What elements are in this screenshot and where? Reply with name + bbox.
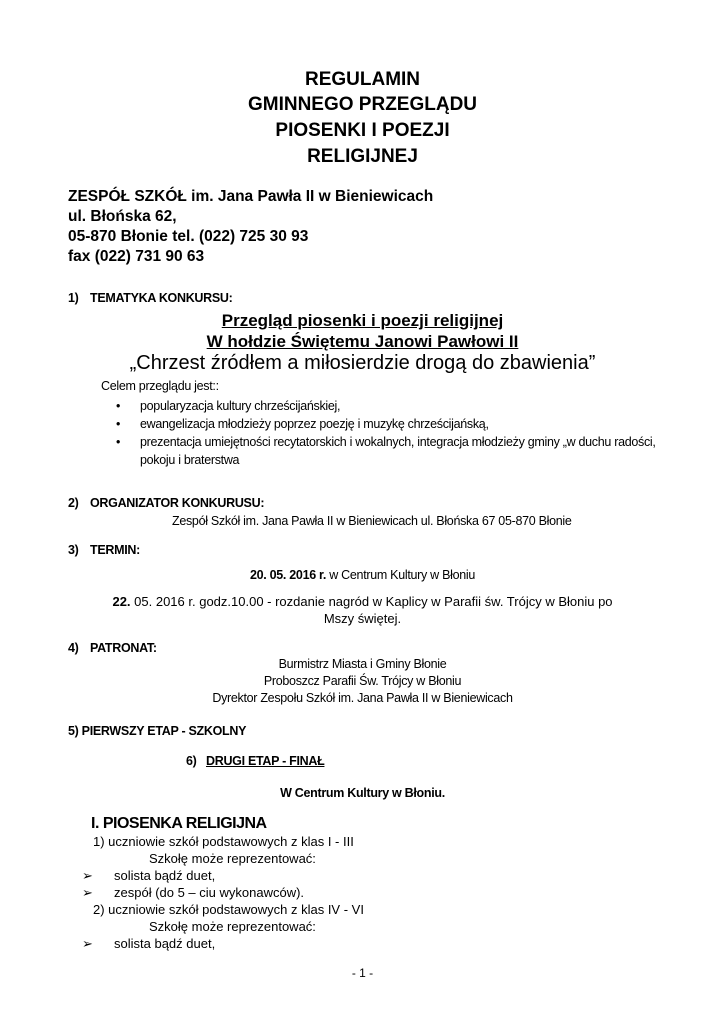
patron-2: Proboszcz Parafii Św. Trójcy w Błoniu [263,674,462,688]
school-street: ul. Błońska 62, [68,208,177,225]
section-1-heading [68,291,233,305]
section-6-heading [186,754,324,768]
patron-3: Dyrektor Zespołu Szkół im. Jana Pawła II w Bieniewicach [212,691,513,705]
patron-1: Burmistrz Miasta i Gminy Błonie [278,657,447,671]
date-2-bold: 22. [112,594,131,609]
section-4-title: PATRONAT: [90,641,157,655]
organizer-text: Zespół Szkół im. Jana Pawła II w Bieniewicach ul. Błońska 67 05-870 Błonie [172,514,572,528]
group-2-represent: Szkołę może reprezentować: [149,919,316,934]
section-2-title: ORGANIZATOR KONKURUSU: [90,496,265,510]
final-venue: W Centrum Kultury w Błoniu. [280,786,445,800]
theme-line-1: Przegląd piosenki i poezji religijnej [221,311,504,330]
section-5-heading: 5) PIERWSZY ETAP - SZKOLNY [68,724,247,738]
bullet-icon: • [116,417,121,431]
date-line-3: Mszy świętej. [323,611,402,626]
group-1-label: 1) uczniowie szkół podstawowych z klas I - III [93,834,354,849]
school-phone: 05-870 Błonie tel. (022) 725 30 93 [68,228,309,245]
section-6-number: 6) [186,754,197,768]
school-fax: fax (022) 731 90 63 [68,248,205,265]
bullet-icon: • [116,399,121,413]
date-line-2 [0,594,725,609]
list-item: • ewangelizacja młodzieży poprzez poezję i muzykę chrześcijańską, [116,417,489,431]
date-2-text: 05. 2016 r. godz.10.00 - rozdanie nagród w Kaplicy w Parafii św. Trójcy w Błoniu po [130,594,613,609]
theme-quote: „Chrzest źródłem a miłosierdzie drogą do zbawienia” [129,352,596,374]
section-6-title: DRUGI ETAP - FINAŁ [206,754,325,768]
list-item: ➢ zespół (do 5 – ciu wykonawców). [82,885,305,900]
list-item: ➢ solista bądź duet, [82,868,216,883]
school-name: ZESPÓŁ SZKÓŁ im. Jana Pawła II w Bieniewicach [68,188,434,205]
arrow-bullet-icon: ➢ [82,868,93,883]
section-4-heading [68,641,157,655]
section-2-heading [68,496,264,510]
list-item: • popularyzacja kultury chrześcijańskiej, [116,399,341,413]
section-3-number: 3) [68,543,79,557]
section-1-number: 1) [68,291,79,305]
section-3-title: TERMIN: [90,543,140,557]
title-line-4: RELIGIJNEJ [307,146,418,167]
bullet-icon: • [116,435,121,449]
section-2-number: 2) [68,496,79,510]
arrow-bullet-icon: ➢ [82,936,93,951]
list-item: ➢ solista bądź duet, [82,936,216,951]
section-3-heading [68,543,140,557]
group-1-represent: Szkołę może reprezentować: [149,851,316,866]
group-2-label: 2) uczniowie szkół podstawowych z klas IV - VI [93,902,364,917]
section-1-title: TEMATYKA KONKURSU: [90,291,233,305]
date-line-1 [0,568,725,582]
arrow-bullet-icon: ➢ [82,885,93,900]
goals-list [116,397,680,469]
page-number: - 1 - [351,966,374,980]
title-line-1: REGULAMIN [304,69,421,90]
goals-intro: Celem przeglądu jest:: [101,379,219,393]
list-item: • prezentacja umiejętności recytatorskich i wokalnych, integracja młodzieży gminy „w duchu radości, pokoju i braterstwa [116,435,656,467]
title-line-2: GMINNEGO PRZEGLĄDU [247,94,478,115]
date-1-bold: 20. 05. 2016 r. [249,568,327,582]
part-1-heading: I. PIOSENKA RELIGIJNA [91,815,267,832]
date-1-text: w Centrum Kultury w Błoniu [326,568,476,582]
theme-line-2: W hołdzie Świętemu Janowi Pawłowi II [206,332,519,351]
title-line-3: PIOSENKI I POEZJI [275,120,450,141]
section-4-number: 4) [68,641,79,655]
